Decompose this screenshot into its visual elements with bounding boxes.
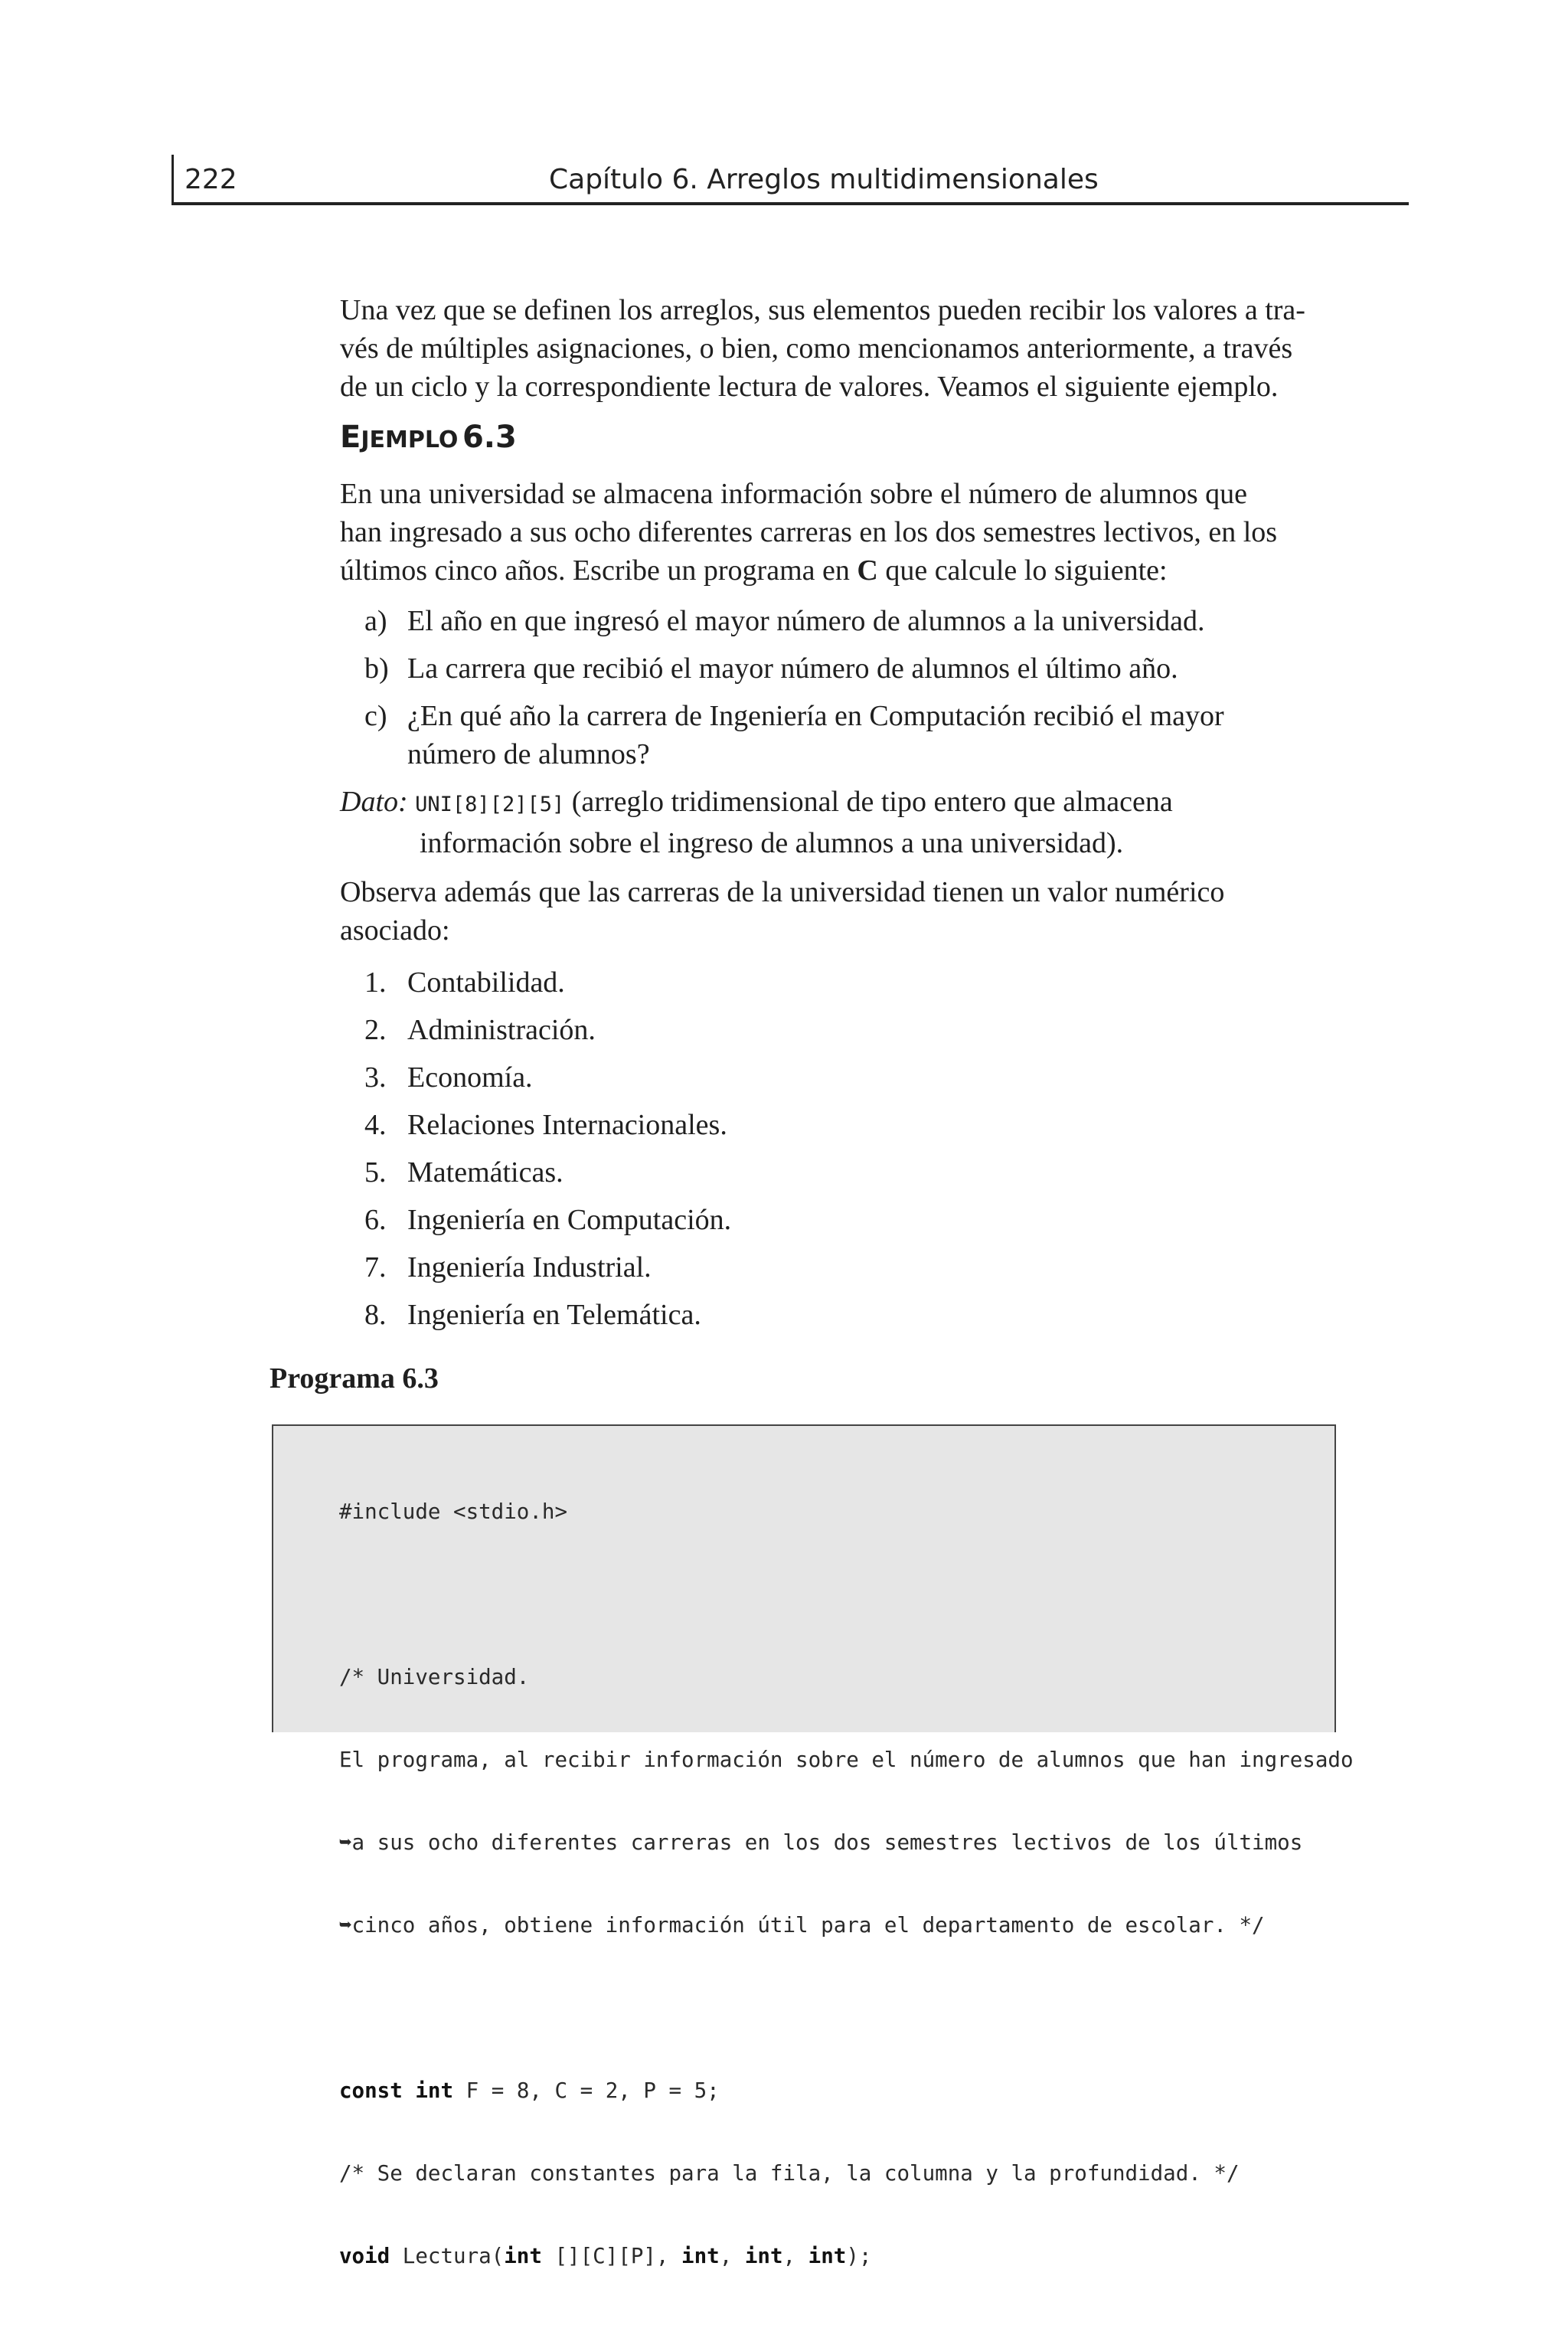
code-keyword: int (415, 2078, 454, 2103)
list-text: Economía. (407, 1061, 533, 1094)
intro-paragraph (340, 291, 1335, 406)
code-line: /* Universidad. (339, 1665, 530, 1689)
dato-label: Dato: (340, 786, 408, 818)
list-label: 1. (364, 966, 387, 999)
code-keyword: int (808, 2244, 847, 2268)
list-item (340, 697, 1335, 773)
list-item (340, 1201, 1335, 1239)
list-label: 3. (364, 1061, 387, 1094)
code-text: ); (846, 2244, 872, 2268)
text-line (340, 783, 1335, 824)
code-keyword: int (504, 2244, 542, 2268)
inline-code: UNI[8][2][5] (415, 793, 565, 816)
dato-note (340, 783, 1335, 862)
example-heading-initial: E (340, 420, 361, 455)
list-item (340, 649, 1335, 688)
task-list (340, 602, 1335, 783)
code-text: [][C][P], (541, 2244, 682, 2268)
page-number: 222 (185, 164, 237, 195)
list-text: Ingeniería Industrial. (407, 1251, 652, 1283)
text-span: últimos cinco años. Escribe un programa en (340, 554, 858, 587)
list-item (340, 1153, 1335, 1192)
code-line: ➥cinco años, obtiene información útil para el departamento de escolar. */ (339, 1913, 1265, 1938)
example-heading (340, 420, 517, 455)
program-title: Programa 6.3 (270, 1362, 439, 1395)
code-line (339, 2077, 1354, 2104)
code-keyword: const (339, 2078, 403, 2103)
example-heading-number: 6.3 (462, 420, 517, 455)
list-text: ¿En qué año la carrera de Ingeniería en Computación recibió el mayor (407, 700, 1224, 732)
code-text: , (782, 2244, 808, 2268)
text-line: vés de múltiples asignaciones, o bien, como mencionamos anteriormente, a través (340, 332, 1293, 365)
text-line: información sobre el ingreso de alumnos a una universidad). (420, 827, 1124, 859)
code-line: /* Se declaran constantes para la fila, la columna y la profundidad. */ (339, 2161, 1240, 2186)
list-text: Contabilidad. (407, 966, 565, 999)
code-keyword: int (681, 2244, 720, 2268)
observa-paragraph (340, 873, 1335, 950)
list-item (340, 1058, 1335, 1097)
list-label: 7. (364, 1251, 387, 1283)
list-item (340, 1011, 1335, 1049)
list-text: El año en que ingresó el mayor número de alumnos a la universidad. (407, 605, 1205, 637)
list-label: 8. (364, 1299, 387, 1331)
list-label: 6. (364, 1204, 387, 1236)
code-keyword: int (744, 2244, 783, 2268)
list-item (340, 1248, 1335, 1287)
code-text: , (719, 2244, 745, 2268)
list-label: a) (364, 605, 387, 637)
list-label: b) (364, 652, 389, 685)
list-text: número de alumnos? (407, 738, 650, 770)
list-label: c) (364, 700, 387, 732)
list-item (340, 1296, 1335, 1334)
code-lines (339, 1443, 1354, 2325)
list-text: Relaciones Internacionales. (407, 1109, 727, 1141)
text-line: Observa además que las carreras de la universidad tienen un valor numérico (340, 876, 1225, 908)
language-name: C (857, 554, 878, 587)
list-text: La carrera que recibió el mayor número de alumnos el último año. (407, 652, 1178, 685)
list-text: Ingeniería en Telemática. (407, 1299, 701, 1331)
code-line (339, 2242, 1354, 2270)
text-line (340, 551, 1335, 590)
problem-paragraph (340, 475, 1335, 590)
code-line (339, 1581, 1354, 1608)
code-line: El programa, al recibir información sobre el número de alumnos que han ingresado (339, 1748, 1354, 1772)
text-span: que calcule lo siguiente: (877, 554, 1168, 587)
code-text: Lectura( (390, 2244, 505, 2268)
code-listing (272, 1424, 1354, 2268)
text-line: Una vez que se definen los arreglos, sus elementos pueden recibir los valores a tra- (340, 294, 1305, 326)
list-label: 4. (364, 1109, 387, 1141)
text-line: En una universidad se almacena información sobre el número de alumnos que (340, 478, 1247, 510)
career-list (340, 963, 1335, 1343)
code-line: ➥a sus ocho diferentes carreras en los dos semestres lectivos de los últimos (339, 1830, 1303, 1855)
running-header (172, 155, 1409, 205)
list-text: Administración. (407, 1014, 596, 1046)
code-line (339, 1994, 1354, 2022)
example-heading-word: JEMPLO (361, 427, 459, 453)
code-keyword: void (339, 2244, 390, 2268)
text-line: han ingresado a sus ocho diferentes carreras en los dos semestres lectivos, en los (340, 516, 1278, 548)
list-text: Matemáticas. (407, 1156, 564, 1189)
code-line: #include <stdio.h> (339, 1499, 568, 1524)
text-line: asociado: (340, 914, 450, 947)
list-label: 5. (364, 1156, 387, 1189)
code-text: F = 8, C = 2, P = 5; (453, 2078, 720, 2103)
text-line: de un ciclo y la correspondiente lectura de valores. Veamos el siguiente ejemplo. (340, 371, 1279, 403)
list-label: 2. (364, 1014, 387, 1046)
list-item (340, 963, 1335, 1002)
list-item (340, 1106, 1335, 1144)
chapter-title: Capítulo 6. Arreglos multidimensionales (549, 164, 1099, 195)
text-span: (arreglo tridimensional de tipo entero que almacena (564, 786, 1173, 818)
list-text: Ingeniería en Computación. (407, 1204, 732, 1236)
list-item (340, 602, 1335, 640)
